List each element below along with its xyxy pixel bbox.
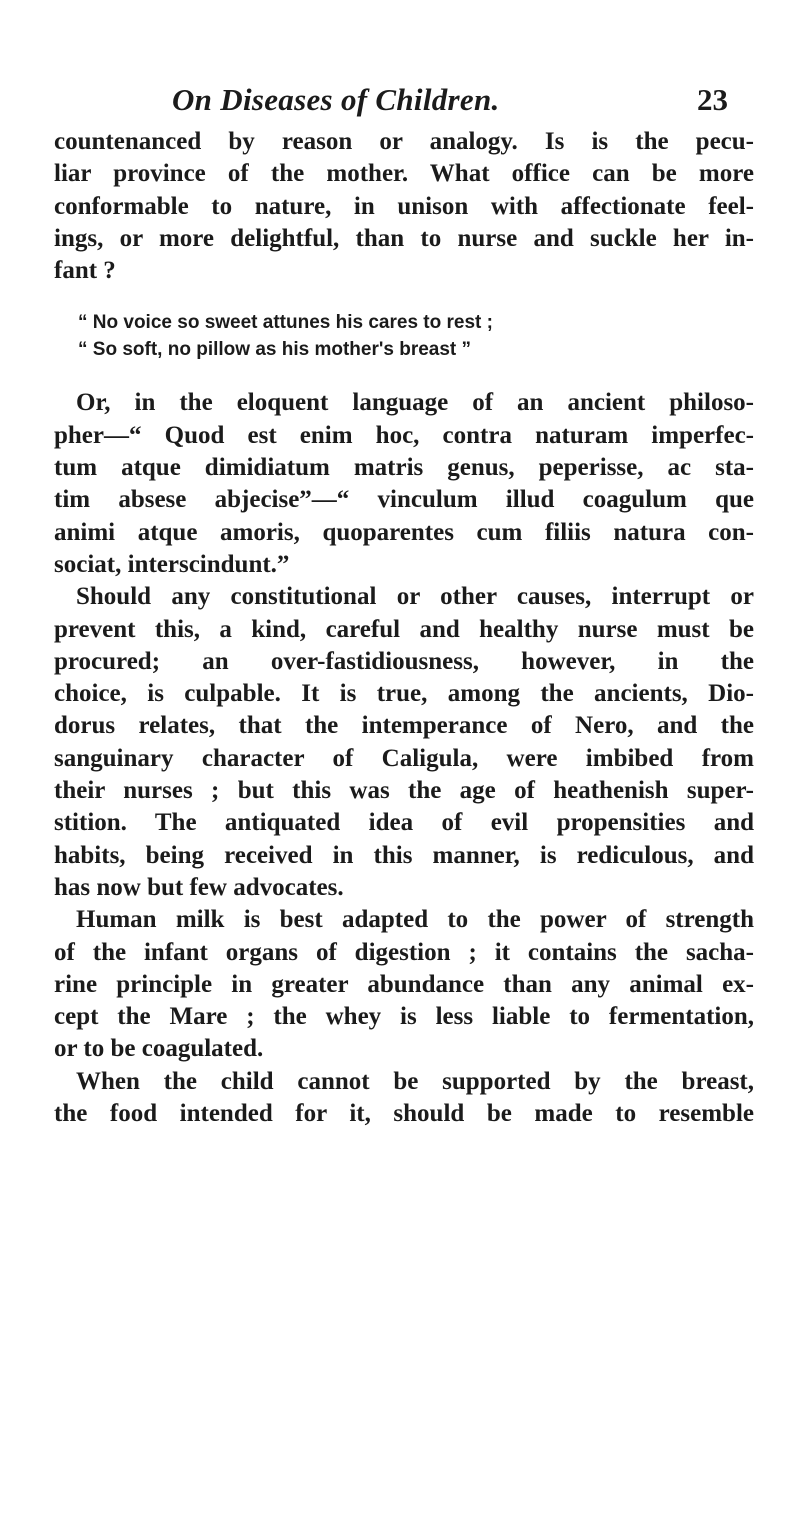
- text-line: ings, or more delightful, than to nurse and suckle her in-: [54, 224, 754, 252]
- text-line: fant ?: [54, 257, 116, 285]
- text-line: Should any constitutional or other causes, interrupt or: [76, 583, 754, 611]
- text-line: prevent this, a kind, careful and healthy nurse must be: [54, 615, 754, 643]
- paragraph-3: [54, 581, 754, 904]
- text-line: Human milk is best adapted to the power of strength: [76, 906, 754, 934]
- text-line: When the child cannot be supported by the breast,: [76, 1067, 754, 1095]
- text-line: or to be coagulated.: [54, 1035, 264, 1063]
- verse-quote: [78, 309, 754, 363]
- text-line: stition. The antiquated idea of evil propensities and: [54, 809, 754, 837]
- page-number: 23: [697, 82, 728, 117]
- verse-line: “ No voice so sweet attunes his cares to rest ;: [78, 312, 493, 334]
- text-line: choice, is culpable. It is true, among the ancients, Dio-: [54, 680, 754, 708]
- text-line: sociat, interscindunt.”: [54, 550, 290, 578]
- text-line: liar province of the mother. What office can be more: [54, 160, 754, 188]
- text-line: tim absese abjecise”—“ vinculum illud coagulum que: [54, 486, 754, 514]
- spacer: [54, 363, 754, 387]
- paragraph-5: [54, 1066, 754, 1131]
- text-line: pher—“ Quod est enim hoc, contra naturam imperfec-: [54, 421, 754, 449]
- verse-line: “ So soft, no pillow as his mother's breast ”: [78, 339, 472, 361]
- text-line: cept the Mare ; the whey is less liable to fermentation,: [54, 1003, 754, 1031]
- running-title: On Diseases of Children.: [172, 82, 500, 117]
- paragraph-2: [54, 387, 754, 581]
- text-line: rine principle in greater abundance than any animal ex-: [54, 970, 754, 998]
- text-line: sanguinary character of Caligula, were imbibed from: [54, 744, 754, 772]
- text-line: procured; an over-fastidiousness, however, in the: [54, 647, 754, 675]
- text-line: dorus relates, that the intemperance of Nero, and the: [54, 712, 754, 740]
- text-line: of the infant organs of digestion ; it contains the sacha-: [54, 938, 754, 966]
- text-line: habits, being received in this manner, is rediculous, and: [54, 841, 754, 869]
- text-line: Or, in the eloquent language of an ancient philoso-: [76, 389, 754, 417]
- paragraph-1: [54, 126, 754, 287]
- text-line: countenanced by reason or analogy. Is is the pecu-: [54, 128, 754, 155]
- text-line: their nurses ; but this was the age of heathenish super-: [54, 777, 754, 805]
- text-line: tum atque dimidiatum matris genus, peperisse, ac sta-: [54, 454, 754, 482]
- text-line: animi atque amoris, quoparentes cum filiis natura con-: [54, 518, 754, 546]
- text-line: has now but few advocates.: [54, 873, 344, 901]
- book-page: [54, 82, 754, 1130]
- text-line: the food intended for it, should be made to resemble: [54, 1100, 754, 1128]
- text-line: conformable to nature, in unison with affectionate feel-: [54, 192, 754, 220]
- page-header: [54, 82, 754, 126]
- paragraph-4: [54, 904, 754, 1065]
